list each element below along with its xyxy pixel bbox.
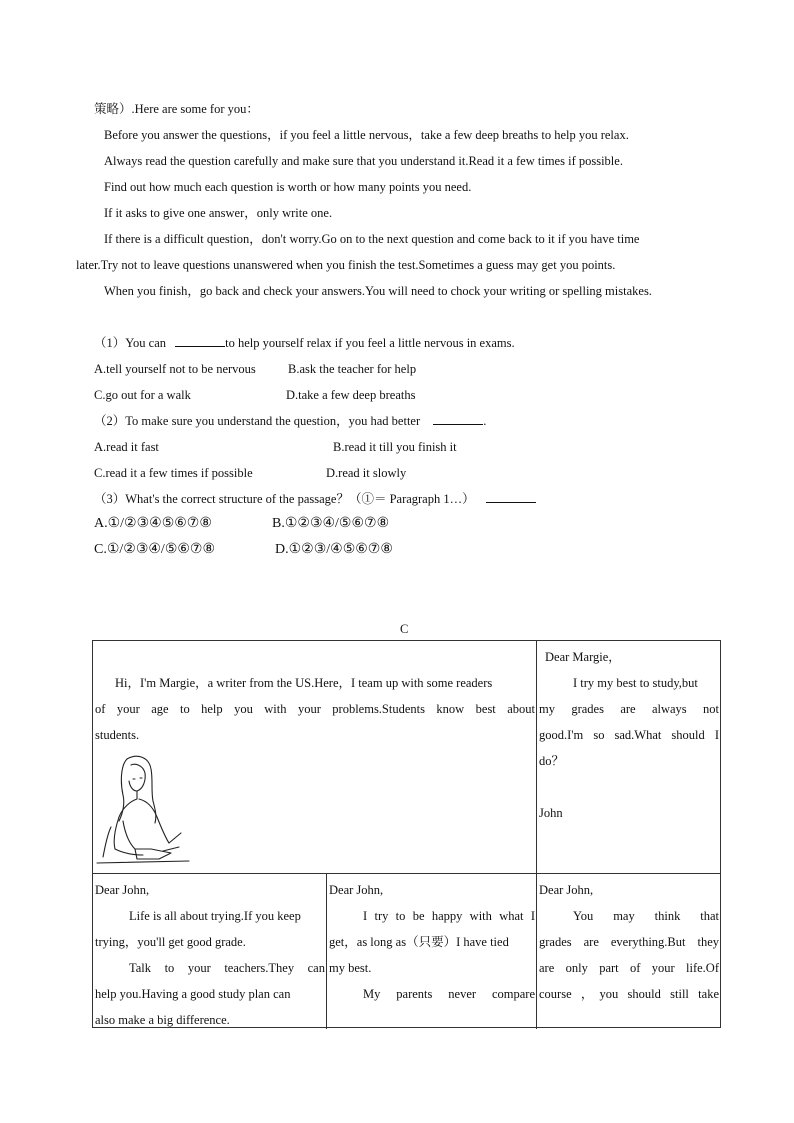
reply-2-line-1: I try to be happy with what I [363, 909, 535, 923]
reply-1-line-4: help you.Having a good study plan can [95, 987, 291, 1001]
letter-john-cell [537, 641, 720, 873]
reply-2-greeting: Dear John, [329, 883, 384, 897]
question-1-stem-post: to help yourself relax if you feel a little nervous in exams. [225, 336, 515, 350]
q1-option-a[interactable]: A.tell yourself not to be nervous [94, 362, 256, 376]
q2-option-b[interactable]: B.read it till you finish it [333, 440, 457, 454]
reply-2-line-3: my best. [329, 961, 372, 975]
q3-option-a[interactable]: A.①/②③④⑤⑥⑦⑧ [94, 516, 212, 531]
passage-line-2: Before you answer the questions，if you feel a little nervous，take a few deep breaths to help you relax. [104, 128, 629, 142]
passage-line-8: When you finish，go back and check your answers.You will need to chock your writing or spelling mistakes. [104, 284, 652, 298]
q3-option-c[interactable]: C.①/②③④/⑤⑥⑦⑧ [94, 542, 216, 557]
letter-john-line-1: I try my best to study,but [573, 676, 698, 690]
intro-line-2: of your age to help you with your problems.Students know best about [95, 702, 535, 716]
reply-1-line-2: trying，you'll get good grade. [95, 935, 246, 949]
reply-2-line-2: get，as long as（只要）I have tied [329, 935, 509, 949]
girl-writing-sketch-icon [93, 751, 193, 865]
reply-1-line-3: Talk to your teachers.They can [129, 961, 325, 975]
q2-option-c[interactable]: C.read it a few times if possible [94, 466, 253, 480]
reply-3-line-1: You may think that [573, 909, 719, 923]
q1-option-d[interactable]: D.take a few deep breaths [286, 388, 416, 402]
question-1-stem-pre: （1）You can [94, 336, 166, 350]
reply-3-greeting: Dear John, [539, 883, 594, 897]
answer-blank-2[interactable] [433, 414, 483, 425]
q3-option-d[interactable]: D.①②③/④⑤⑥⑦⑧ [275, 542, 393, 557]
reply-3-line-3: are only part of your life.Of [539, 961, 719, 975]
letter-john-line-3: good.I'm so sad.What should I [539, 728, 719, 742]
question-1-stem [94, 335, 515, 351]
answer-blank-1[interactable] [175, 336, 225, 347]
passage-line-1: 策略）.Here are some for you： [94, 102, 259, 116]
q2-option-d[interactable]: D.read it slowly [326, 466, 407, 480]
q1-option-b[interactable]: B.ask the teacher for help [288, 362, 417, 376]
passage-line-4: Find out how much each question is worth or how many points you need. [104, 180, 472, 194]
reply-1-greeting: Dear John, [95, 883, 150, 897]
reply-3-cell [537, 874, 720, 1029]
q3-option-b[interactable]: B.①②③④/⑤⑥⑦⑧ [272, 516, 390, 531]
reply-3-line-2: grades are everything.But they [539, 935, 719, 949]
passage-line-3: Always read the question carefully and make sure that you understand it.Read it a few times if possible. [104, 154, 623, 168]
reply-2-line-4: My parents never compare [363, 987, 535, 1001]
section-c-label: C [400, 622, 409, 636]
intro-cell [93, 641, 536, 873]
reply-1-line-5: also make a big difference. [95, 1013, 230, 1027]
q2-option-a[interactable]: A.read it fast [94, 440, 159, 454]
reply-3-line-4: course ，you should still take [539, 987, 719, 1001]
reply-2-cell [327, 874, 536, 1029]
question-2-stem: （2）To make sure you understand the question，you had better . [94, 414, 487, 428]
question-3-stem [94, 491, 536, 507]
reply-1-line-1: Life is all about trying.If you keep [129, 909, 301, 923]
question-2-stem-text: （2）To make sure you understand the question，you had better [94, 414, 421, 428]
letter-john-line-2: my grades are always not [539, 702, 719, 716]
intro-line-3: students. [95, 728, 140, 742]
q1-option-c[interactable]: C.go out for a walk [94, 388, 191, 402]
letter-john-line-4: do？ [539, 754, 565, 768]
intro-line-1: Hi，I'm Margie，a writer from the US.Here，I team up with some readers [115, 676, 493, 690]
letter-john-signature: John [539, 806, 563, 820]
answer-blank-3[interactable] [486, 492, 536, 503]
question-3-stem-text: （3）What's the correct structure of the passage？（①＝ Paragraph 1…） [94, 492, 475, 506]
advice-table [92, 640, 721, 1028]
passage-line-6: If there is a difficult question，don't worry.Go on to the next question and come back to it if you have time [104, 232, 640, 246]
reply-1-cell [93, 874, 326, 1029]
passage-line-7: later.Try not to leave questions unanswered when you finish the test.Sometimes a guess may get you points. [76, 258, 616, 272]
letter-john-greeting: Dear Margie， [545, 650, 621, 664]
passage-line-5: If it asks to give one answer，only write one. [104, 206, 333, 220]
